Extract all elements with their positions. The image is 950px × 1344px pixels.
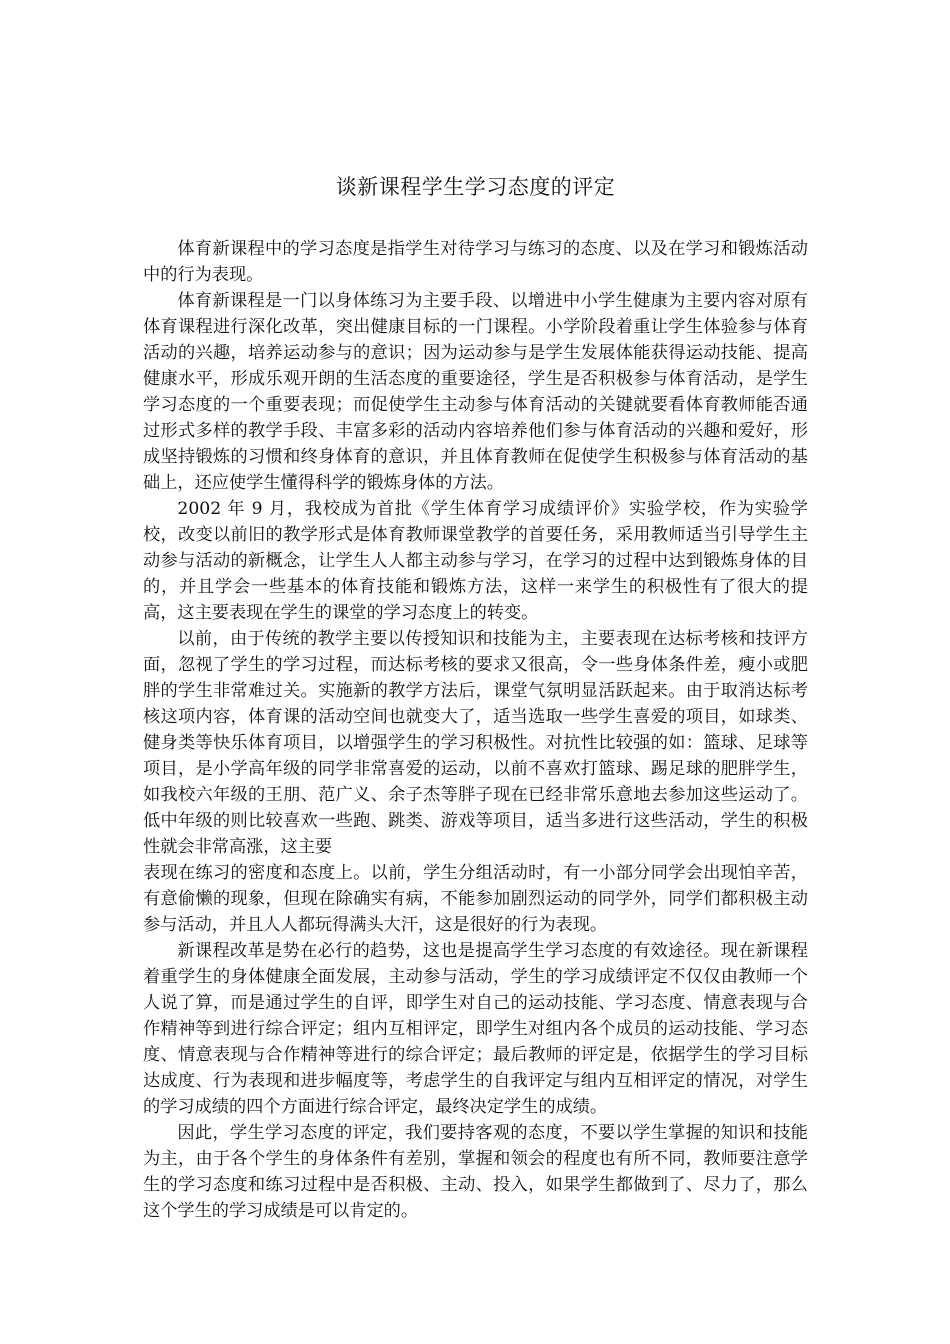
paragraph-4: 以前，由于传统的教学主要以传授知识和技能为主，主要表现在达标考核和技评方面，忽视了学生的学习过程，而达标考核的要求又很高，令一些身体条件差，瘦小或肥胖的学生非常难过关。实施新的教学方法后，课堂气氛明显活跃起来。由于取消达标考核这项内容，体育课的活动空间也就变大了，适当选取一些学生喜爱的项目，如球类、健身类等快乐体育项目，以增强学生的学习积极性。对抗性比较强的如：篮球、足球等项目，是小学高年级的同学非常喜爱的运动，以前不喜欢打篮球、踢足球的肥胖学生，如我校六年级的王朋、范广义、余子杰等胖子现在已经非常乐意地去参加这些运动了。低中年级的则比较喜欢一些跑、跳类、游戏等项目，适当多进行这些活动，学生的积极性就会非常高涨，这主要	[143, 629, 808, 857]
document-body	[143, 172, 808, 1224]
paragraph-2: 体育新课程是一门以身体练习为主要手段、以增进中小学生健康为主要内容对原有体育课程进行深化改革，突出健康目标的一门课程。小学阶段着重让学生体验参与体育活动的兴趣，培养运动参与的意识；因为运动参与是学生发展体能获得运动技能、提高健康水平，形成乐观开朗的生活态度的重要途径，学生是否积极参与体育活动，是学生学习态度的一个重要表现；而促使学生主动参与体育活动的关键就要看体育教师能否通过形式多样的教学手段、丰富多彩的活动内容培养他们参与体育活动的兴趣和爱好，形成坚持锻炼的习惯和终身体育的意识，并且体育教师在促使学生积极参与体育活动的基础上，还应使学生懂得科学的锻炼身体的方法。	[143, 291, 808, 493]
document-title: 谈新课程学生学习态度的评定	[335, 175, 616, 199]
paragraph-1: 体育新课程中的学习态度是指学生对待学习与练习的态度、以及在学习和锻炼活动中的行为表现。	[143, 239, 808, 285]
paragraph-3: 2002 年 9 月，我校成为首批《学生体育学习成绩评价》实验学校，作为实验学校，改变以前旧的教学形式是体育教师课堂教学的首要任务，采用教师适当引导学生主动参与活动的新概念，让学生人人都主动参与学习，在学习的过程中达到锻炼身体的目的，并且学会一些基本的体育技能和锻炼方法，这样一来学生的积极性有了很大的提高，这主要表现在学生的课堂的学习态度上的转变。	[143, 499, 808, 623]
paragraph-6: 因此，学生学习态度的评定，我们要持客观的态度，不要以学生掌握的知识和技能为主，由于各个学生的身体条件有差别，掌握和领会的程度也有所不同，教师要注意学生的学习态度和练习过程中是否积极、主动、投入，如果学生都做到了、尽力了，那么这个学生的学习成绩是可以肯定的。	[143, 1123, 808, 1221]
paragraph-5: 新课程改革是势在必行的趋势，这也是提高学生学习态度的有效途径。现在新课程着重学生的身体健康全面发展，主动参与活动，学生的学习成绩评定不仅仅由教师一个人说了算，而是通过学生的自评，即学生对自己的运动技能、学习态度、情意表现与合作精神等到进行综合评定；组内互相评定，即学生对组内各个成员的运动技能、学习态度、情意表现与合作精神等进行的综合评定；最后教师的评定是，依据学生的学习目标达成度、行为表现和进步幅度等，考虑学生的自我评定与组内互相评定的情况，对学生的学习成绩的四个方面进行综合评定，最终决定学生的成绩。	[143, 941, 808, 1117]
paragraph-4-continuation: 表现在练习的密度和态度上。以前，学生分组活动时，有一小部分同学会出现怕辛苦，有意偷懒的现象，但现在除确实有病，不能参加剧烈运动的同学外，同学们都积极主动参与活动，并且人人都玩得满头大汗，这是很好的行为表现。	[143, 863, 808, 935]
